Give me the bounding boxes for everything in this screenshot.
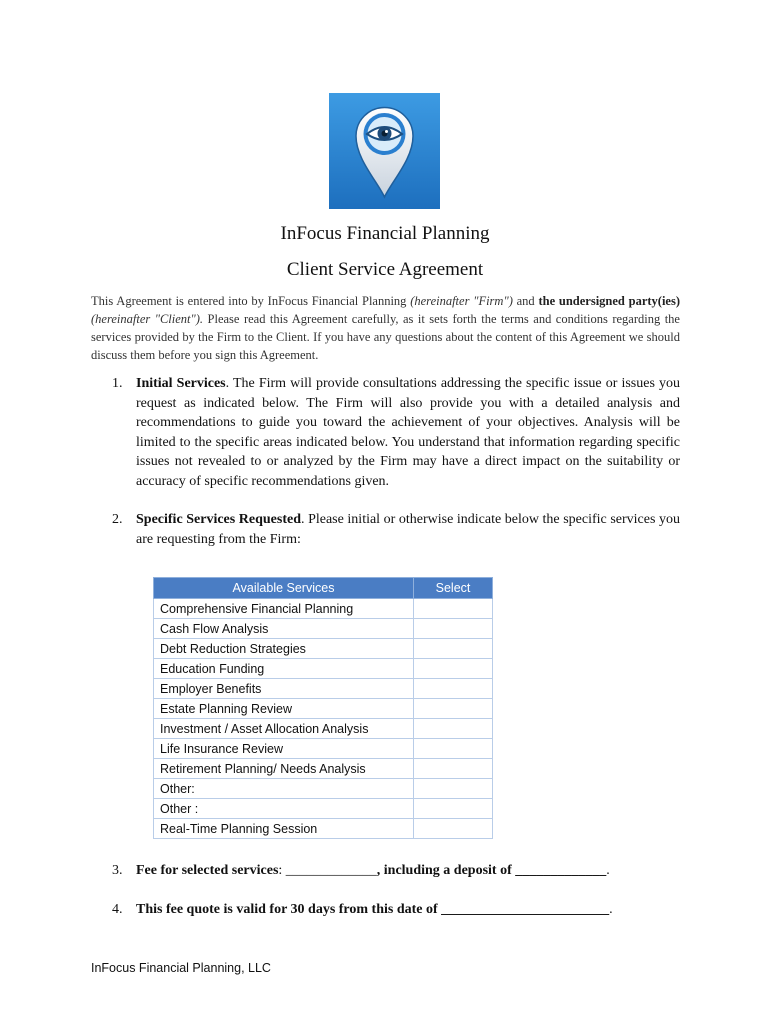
select-cell[interactable] — [414, 799, 493, 819]
location-pin-eye-icon — [329, 93, 440, 209]
services-table — [153, 577, 493, 839]
page-footer: InFocus Financial Planning, LLC — [91, 961, 271, 975]
service-name: Life Insurance Review — [154, 739, 414, 759]
select-cell[interactable] — [414, 639, 493, 659]
table-row — [154, 619, 493, 639]
section-specific-services — [112, 510, 680, 549]
table-row — [154, 779, 493, 799]
service-name: Other: — [154, 779, 414, 799]
service-name: Education Funding — [154, 659, 414, 679]
select-cell[interactable] — [414, 659, 493, 679]
select-cell[interactable] — [414, 739, 493, 759]
table-row — [154, 759, 493, 779]
document-title: InFocus Financial Planning — [280, 223, 490, 244]
document-subtitle: Client Service Agreement — [286, 259, 484, 280]
select-cell[interactable] — [414, 619, 493, 639]
section-number: 4. — [112, 902, 123, 917]
service-name: Cash Flow Analysis — [154, 619, 414, 639]
service-name: Retirement Planning/ Needs Analysis — [154, 759, 414, 779]
section-number: 3. — [112, 863, 123, 878]
section-text: . — [609, 902, 613, 917]
table-header-row — [154, 578, 493, 599]
service-name: Real-Time Planning Session — [154, 819, 414, 839]
section-heading: Specific Services Requested — [136, 512, 301, 527]
section-heading: Fee for selected services — [136, 863, 279, 878]
section-initial-services — [112, 374, 680, 492]
table-row — [154, 819, 493, 839]
select-cell[interactable] — [414, 759, 493, 779]
section-text: . — [606, 863, 610, 878]
table-row — [154, 739, 493, 759]
service-name: Debt Reduction Strategies — [154, 639, 414, 659]
section-text: . The Firm will provide consultations addressing the specific issue or issues you request as indicated below. The Firm will also provide you with a detailed analysis and recommendations to guide you toward the achievement of your objectives. Analysis will be limited to the specific areas indicated below. You understand that information regarding specific issues not revealed to or analyzed by the Firm may have a direct impact on the suitability or accuracy of specific recommendations given. — [136, 376, 680, 489]
select-cell[interactable] — [414, 819, 493, 839]
intro-paragraph: This Agreement is entered into by InFocus Financial Planning (hereinafter "Firm") and the undersigned party(ies) (hereinafter "Client"). Please read this Agreement carefully, as it sets forth the terms and conditions regarding the services provided by the Firm to the Client. If you have any questions about the content of this Agreement we should discuss them before you sign this Agreement. — [91, 294, 680, 362]
section-fee-validity — [112, 900, 680, 920]
service-name: Estate Planning Review — [154, 699, 414, 719]
select-cell[interactable] — [414, 699, 493, 719]
select-cell[interactable] — [414, 719, 493, 739]
select-cell[interactable] — [414, 779, 493, 799]
table-row — [154, 719, 493, 739]
service-name: Investment / Asset Allocation Analysis — [154, 719, 414, 739]
fee-blank[interactable]: : _____________ — [278, 863, 377, 878]
service-name: Other : — [154, 799, 414, 819]
section-text: . Please initial or otherwise indicate below the specific services you are requesting from the Firm: — [136, 512, 680, 547]
section-number: 1. — [112, 376, 123, 391]
table-row — [154, 599, 493, 619]
table-row — [154, 699, 493, 719]
table-row — [154, 639, 493, 659]
section-fee — [112, 861, 680, 881]
section-heading: Initial Services — [136, 376, 226, 391]
deposit-blank[interactable]: , including a deposit of _____________ — [376, 863, 607, 878]
section-number: 2. — [112, 512, 123, 527]
service-name: Employer Benefits — [154, 679, 414, 699]
table-row — [154, 659, 493, 679]
date-blank[interactable]: This fee quote is valid for 30 days from this date of ________________________ — [136, 902, 610, 917]
service-name: Comprehensive Financial Planning — [154, 599, 414, 619]
table-row — [154, 679, 493, 699]
header-select: Select — [414, 578, 493, 599]
header-available-services: Available Services — [154, 578, 414, 599]
select-cell[interactable] — [414, 679, 493, 699]
table-row — [154, 799, 493, 819]
select-cell[interactable] — [414, 599, 493, 619]
